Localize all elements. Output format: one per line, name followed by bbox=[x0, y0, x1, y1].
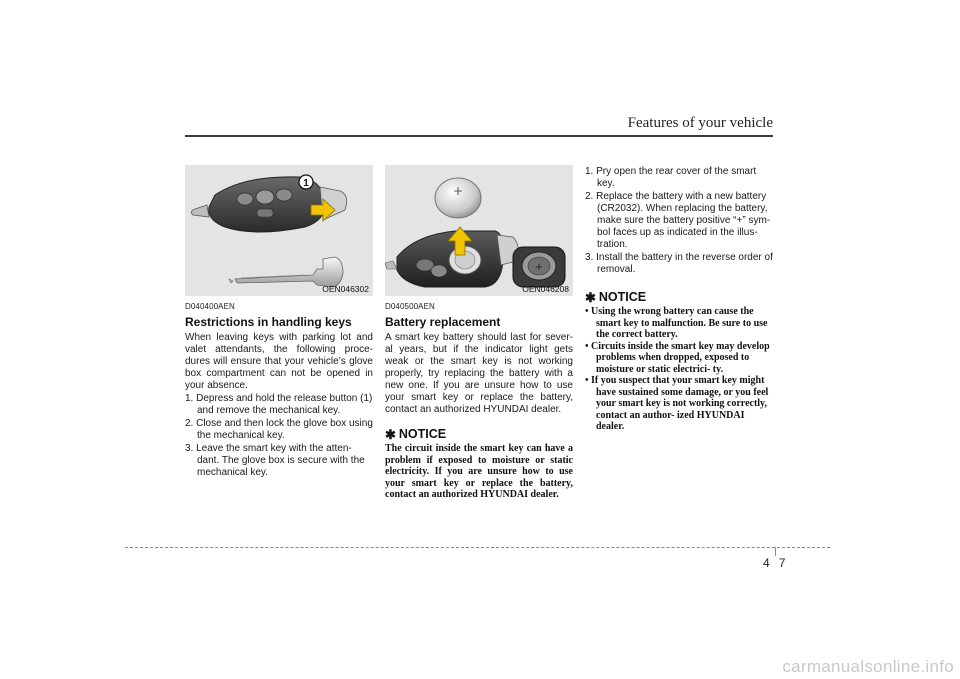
step-item: 3. Install the battery in the reverse order of removal. bbox=[585, 252, 773, 275]
smart-key-illustration bbox=[185, 165, 373, 296]
notice-star-icon: ✱ bbox=[385, 426, 396, 442]
figure-code-left: OEN046302 bbox=[322, 284, 369, 294]
section-intro: When leaving keys with parking lot and valet attendants, the following proce- dures will ensure that your vehicle’s glove box compartment can not be opened in your absence. bbox=[185, 332, 373, 391]
section-intro: A smart key battery should last for sever- al years, but if the indicator light gets weak or the smart key is not working properly, try replacing the battery with a new one. If you are unsure how to use your smart key or replace the battery, contact an authorized HYUNDAI dealer. bbox=[385, 332, 573, 415]
page-number-separator bbox=[775, 547, 776, 556]
step-item: 3. Leave the smart key with the atten- dant. The glove box is secure with the mechanical key. bbox=[185, 443, 365, 478]
svg-text:+: + bbox=[452, 184, 464, 198]
steps-list bbox=[185, 393, 373, 479]
notice-item: • Circuits inside the smart key may develop problems when dropped, exposed to moisture or static electrici- ty. bbox=[585, 340, 770, 375]
step-item: 1. Depress and hold the release button (1) and remove the mechanical key. bbox=[185, 393, 373, 416]
steps-list bbox=[585, 166, 773, 276]
notice-list bbox=[585, 306, 773, 433]
watermark: carmanualsonline.info bbox=[782, 657, 954, 676]
header-rule bbox=[185, 135, 773, 137]
page-number bbox=[763, 556, 785, 570]
battery-illustration bbox=[385, 165, 573, 296]
callout-number-label: 1 bbox=[303, 178, 309, 189]
right-column bbox=[585, 165, 773, 433]
page-header-title: Features of your vehicle bbox=[627, 115, 773, 131]
notice-title-label: NOTICE bbox=[598, 290, 647, 304]
notice-star-icon: ✱ bbox=[585, 289, 596, 305]
notice-body: The circuit inside the smart key can have a problem if exposed to moisture or static electricity. If you are unsure how to use your smart key or replace the battery, contact an authorized HYUNDAI dealer. bbox=[385, 443, 573, 500]
section-heading: Battery replacement bbox=[385, 315, 501, 329]
section-code: D040400AEN bbox=[185, 302, 235, 311]
figure-code-middle: OEN046208 bbox=[522, 284, 569, 294]
left-column bbox=[185, 165, 373, 480]
section-code: D040500AEN bbox=[385, 302, 435, 311]
chapter-number: 4 bbox=[763, 556, 770, 570]
step-item: 1. Pry open the rear cover of the smart key. bbox=[585, 166, 757, 189]
battery-replacement-figure bbox=[385, 165, 573, 296]
section-heading: Restrictions in handling keys bbox=[185, 315, 352, 329]
notice-heading bbox=[585, 290, 773, 304]
notice-title-label: NOTICE bbox=[398, 427, 447, 441]
svg-text:+: + bbox=[534, 262, 544, 273]
middle-column bbox=[385, 165, 573, 501]
step-item: 2. Close and then lock the glove box using the mechanical key. bbox=[185, 418, 373, 441]
notice-item: • If you suspect that your smart key might have sustained some damage, or you feel your smart key is not working correctly, contact an author- ized HYUNDAI dealer. bbox=[585, 375, 769, 432]
notice-item: • Using the wrong battery can cause the smart key to malfunction. Be sure to use the correct battery. bbox=[585, 306, 768, 340]
step-item: 2. Replace the battery with a new battery (CR2032). When replacing the battery, make sure the battery positive “+” sym- bol faces up as indicated in the illus- tration. bbox=[585, 191, 771, 250]
footer-rule bbox=[125, 547, 830, 548]
notice-heading bbox=[385, 427, 573, 441]
page-number-value: 7 bbox=[778, 556, 786, 570]
smart-key-release-figure bbox=[185, 165, 373, 296]
